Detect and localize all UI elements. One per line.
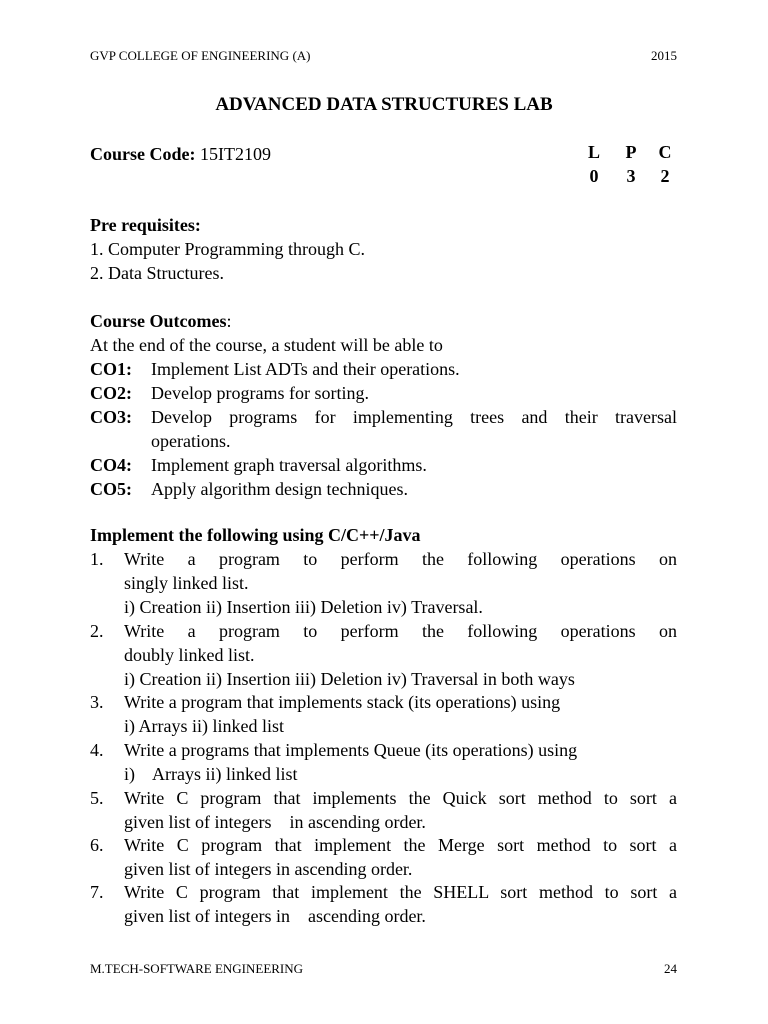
ltpc-header-c: C <box>658 142 672 162</box>
list-item-number: 3. <box>90 692 104 712</box>
list-item-text: Write a program to perform the following operations on <box>124 621 677 641</box>
page-title: ADVANCED DATA STRUCTURES LAB <box>215 94 553 115</box>
outcome-code: CO2: <box>90 383 132 403</box>
course-outcomes-heading <box>90 309 232 333</box>
ltpc-value-l: 0 <box>589 166 599 186</box>
outcome-text-continued: operations. <box>151 431 231 451</box>
course-outcomes-colon: : <box>226 311 232 331</box>
list-item-text: i) Creation ii) Insertion iii) Deletion iv) Traversal. <box>124 597 483 617</box>
prerequisite-item: 2. Data Structures. <box>90 263 224 283</box>
ltpc-header-p: P <box>625 142 637 162</box>
outcome-text: Implement graph traversal algorithms. <box>151 455 427 475</box>
course-code-label: Course Code: <box>90 144 196 164</box>
list-item-text: i) Creation ii) Insertion iii) Deletion iv) Traversal in both ways <box>124 669 575 689</box>
list-item-number: 4. <box>90 740 104 760</box>
header-year: 2015 <box>651 48 677 63</box>
list-item-number: 7. <box>90 882 104 902</box>
course-outcomes-title: Course Outcomes <box>90 311 227 331</box>
list-item-number: 2. <box>90 621 104 641</box>
course-outcomes-intro: At the end of the course, a student will be able to <box>90 335 443 355</box>
prerequisite-item: 1. Computer Programming through C. <box>90 239 365 259</box>
list-item-text: Write C program that implements the Quick sort method to sort a <box>124 788 677 808</box>
ltpc-header-l: L <box>587 142 600 162</box>
list-item-text: i) Arrays ii) linked list <box>124 764 298 784</box>
implement-heading: Implement the following using C/C++/Java <box>90 525 421 545</box>
footer-program: M.TECH-SOFTWARE ENGINEERING <box>90 961 304 976</box>
list-item-text: doubly linked list. <box>124 645 255 665</box>
outcome-code: CO5: <box>90 479 132 499</box>
ltpc-value-p: 3 <box>626 166 636 186</box>
outcome-text: Implement List ADTs and their operations. <box>151 359 460 379</box>
list-item-text: given list of integers in ascending order. <box>124 859 413 879</box>
list-item-text: i) Arrays ii) linked list <box>124 716 284 736</box>
list-item-text: Write a program to perform the following operations on <box>124 549 677 569</box>
list-item-number: 5. <box>90 788 104 808</box>
ltpc-value-c: 2 <box>660 166 670 186</box>
prerequisites-heading: Pre requisites: <box>90 215 201 235</box>
list-item-text: Write a programs that implements Queue (its operations) using <box>124 740 578 760</box>
list-item-number: 1. <box>90 549 104 569</box>
list-item-text: given list of integers in ascending order. <box>124 906 426 926</box>
list-item-text: given list of integers in ascending order. <box>124 812 426 832</box>
list-item-text: Write C program that implement the Merge sort method to sort a <box>124 835 677 855</box>
list-item-number: 6. <box>90 835 104 855</box>
course-code-value: 15IT2109 <box>200 144 271 164</box>
list-item-text: singly linked list. <box>124 573 249 593</box>
outcome-code: CO1: <box>90 359 132 379</box>
header-college: GVP COLLEGE OF ENGINEERING (A) <box>90 48 311 63</box>
outcome-text: Develop programs for sorting. <box>151 383 369 403</box>
outcome-code: CO3: <box>90 407 132 427</box>
list-item-text: Write C program that implement the SHELL sort method to sort a <box>124 882 677 902</box>
outcome-text: Apply algorithm design techniques. <box>151 479 408 499</box>
course-code <box>90 142 271 166</box>
list-item-text: Write a program that implements stack (its operations) using <box>124 692 561 712</box>
footer-page-number: 24 <box>664 961 677 976</box>
outcome-text: Develop programs for implementing trees and their traversal <box>151 407 677 427</box>
outcome-code: CO4: <box>90 455 132 475</box>
